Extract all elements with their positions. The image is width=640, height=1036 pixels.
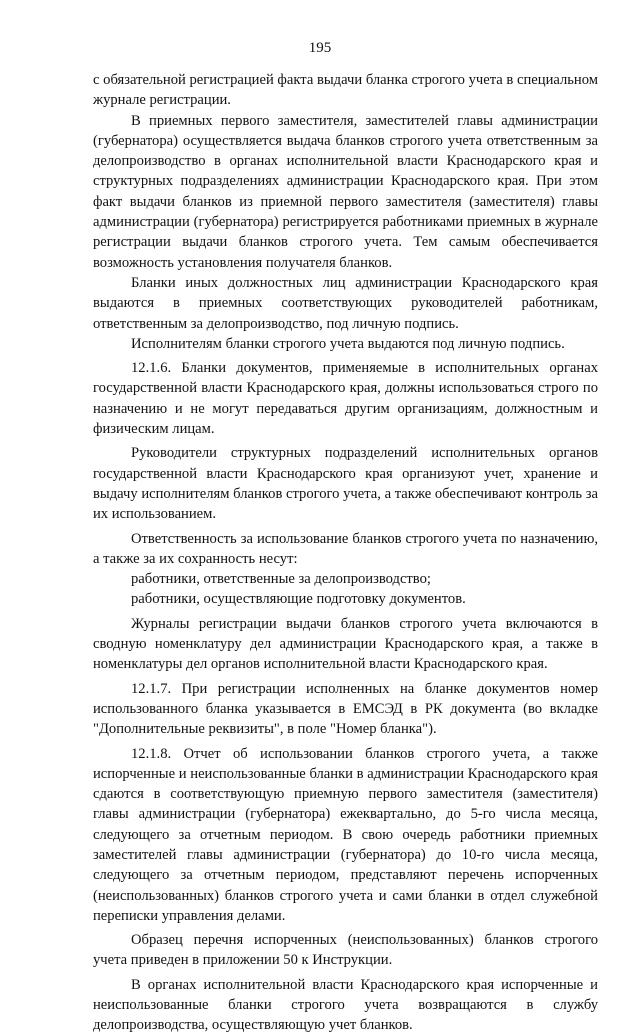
paragraph: работники, осуществляющие подготовку документов.: [131, 591, 466, 608]
paragraph: Журналы регистрации выдачи бланков строгого учета включаются в сводную номенклатуру дел администрации Краснодарского края, а также в номенклатуры дел органов исполнительной власти Краснодарского края.: [93, 615, 598, 673]
paragraph: Исполнителям бланки строгого учета выдаются под личную подпись.: [131, 335, 565, 352]
paragraph: работники, ответственные за делопроизводство;: [131, 571, 431, 588]
paragraph: Ответственность за использование бланков строгого учета по назначению, а также за их сохранность несут:: [93, 530, 598, 567]
paragraph: 12.1.8. Отчет об использовании бланков строгого учета, а также испорченные и неиспользованные бланки в администрации Краснодарского края сдаются в соответствующую приемную первого заместителя (заместителя) главы администрации (губернатора) ежеквартально, до 5-го числа месяца, следующего за отчетным периодом. В свою очередь работники приемных заместителей главы администрации (губернатора) до 10-го числа месяца, следующего за отчетным периодом, представляют перечень испорченных (неиспользованных) бланков строгого учета и сами бланки в отдел служебной переписки управления делами.: [93, 745, 598, 924]
paragraph: Бланки иных должностных лиц администрации Краснодарского края выдаются в приемных соответствующих руководителей работникам, ответственным за делопроизводство, под личную подпись.: [93, 274, 598, 332]
paragraph: В органах исполнительной власти Краснодарского края испорченные и неиспользованные бланки строгого учета возвращаются в службу делопроизводства, осуществляющую учет бланков.: [93, 976, 598, 1034]
paragraph: Руководители структурных подразделений исполнительных органов государственной власти Краснодарского края организуют учет, хранение и выдачу исполнителям бланков строгого учета, а также обеспечивают контроль за их использованием.: [93, 445, 598, 523]
document-body: [93, 70, 598, 1036]
paragraph: с обязательной регистрацией факта выдачи бланка строгого учета в специальном журнале регистрации.: [93, 72, 598, 109]
paragraph: В приемных первого заместителя, заместителей главы администрации (губернатора) осуществляется выдача бланков строгого учета ответственным за делопроизводство в органах исполнительной власти Краснодарского края и структурных подразделениях администрации Краснодарского края. При этом факт выдачи бланков из приемной первого заместителя (заместителя) главы администрации (губернатора) регистрируется работниками приемных в журнале регистрации выдачи бланков строгого учета. Тем самым обеспечивается возможность установления получателя бланков.: [93, 112, 598, 271]
paragraph: 12.1.7. При регистрации исполненных на бланке документов номер использованного бланка указывается в ЕМСЭД в РК документа (во вкладке "Дополнительные реквизиты", в поле "Номер бланка").: [93, 680, 598, 738]
paragraph: Образец перечня испорченных (неиспользованных) бланков строгого учета приведен в приложении 50 к Инструкции.: [93, 932, 598, 969]
paragraph: 12.1.6. Бланки документов, применяемые в исполнительных органах государственной власти Краснодарского края, должны использоваться строго по назначению и не могут передаваться другим организациям, должностным и физическим лицам.: [93, 360, 598, 438]
page-number: 195: [308, 40, 332, 56]
